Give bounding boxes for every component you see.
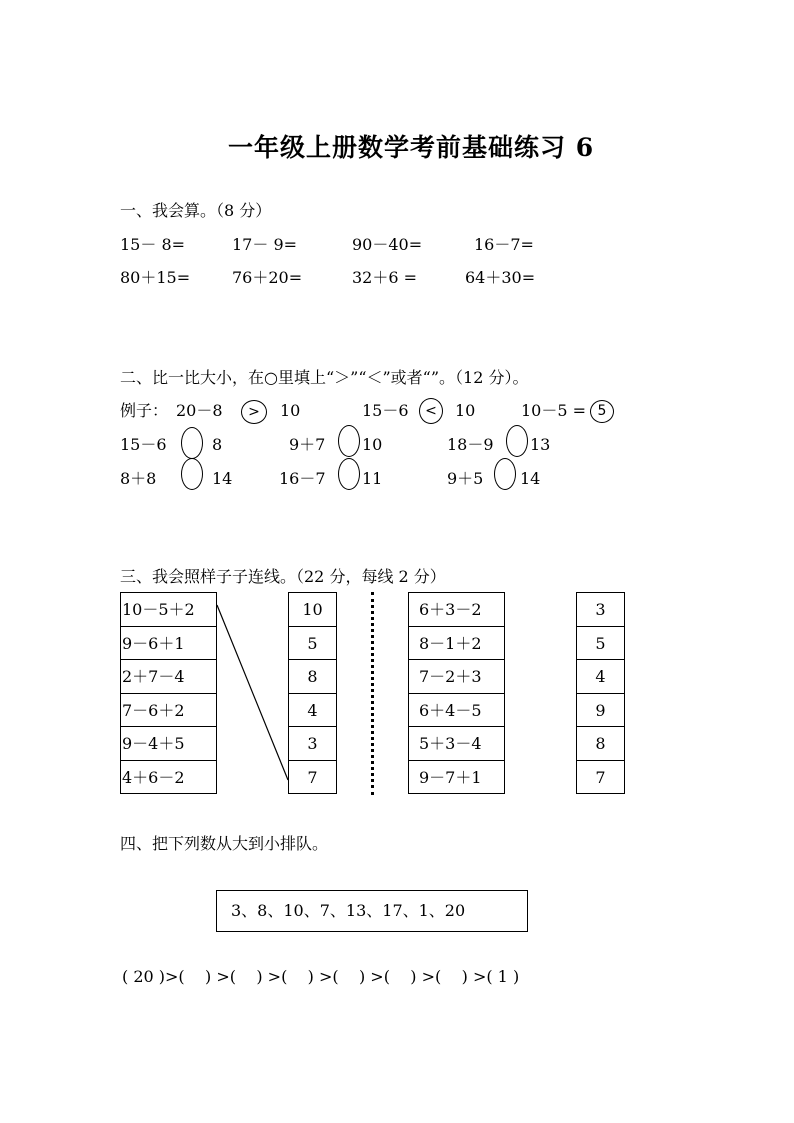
- expression-cell[interactable]: 6＋4－5: [409, 694, 504, 728]
- greater-than-sign: >: [248, 404, 260, 420]
- result-cell[interactable]: 3: [289, 727, 336, 761]
- result-cell[interactable]: 10: [289, 593, 336, 627]
- calc-item: 90－40=: [352, 235, 423, 254]
- example-right: 10: [455, 401, 476, 420]
- expression-cell[interactable]: 6＋3－2: [409, 593, 504, 627]
- expression-cell[interactable]: 8－1＋2: [409, 627, 504, 661]
- compare-right: 11: [362, 469, 383, 488]
- result-cell[interactable]: 8: [289, 660, 336, 694]
- example-left: 20－8: [176, 401, 223, 420]
- ordering-answer-line[interactable]: ( 20 )>( ) >( ) >( ) >( ) >( ) >( ) >( 1 ): [122, 967, 520, 986]
- compare-left: 18－9: [447, 435, 494, 454]
- number-list-box: 3、8、10、7、13、17、1、20: [216, 890, 528, 932]
- compare-right: 14: [212, 469, 233, 488]
- expression-cell[interactable]: 2＋7－4: [121, 660, 216, 694]
- calc-item: 64＋30=: [465, 268, 536, 287]
- expression-cell[interactable]: 9－7＋1: [409, 761, 504, 795]
- calc-item: 16－7=: [474, 235, 534, 254]
- expression-cell[interactable]: 4＋6－2: [121, 761, 216, 795]
- section2-heading: 二、比一比大小，在○里填上“＞”“＜”或者“”。（12 分）。: [120, 368, 529, 387]
- example-left: 10－5 =: [521, 401, 587, 420]
- compare-right: 10: [362, 435, 383, 454]
- result-cell[interactable]: 9: [577, 694, 624, 728]
- example-left: 15－6: [362, 401, 409, 420]
- example-right: 10: [280, 401, 301, 420]
- expression-cell[interactable]: 10－5＋2: [121, 593, 216, 627]
- calc-item: 15－ 8=: [120, 235, 186, 254]
- expression-cell[interactable]: 9－6＋1: [121, 627, 216, 661]
- calc-item: 80＋15=: [120, 268, 191, 287]
- result-cell[interactable]: 8: [577, 727, 624, 761]
- compare-left: 9＋7: [289, 435, 326, 454]
- example-answer: 5: [597, 403, 607, 419]
- result-cell[interactable]: 4: [577, 660, 624, 694]
- example-label: 例子：: [120, 401, 169, 420]
- calc-item: 17－ 9=: [232, 235, 298, 254]
- result-cell[interactable]: 5: [577, 627, 624, 661]
- compare-left: 9＋5: [447, 469, 484, 488]
- less-than-sign: <: [425, 403, 437, 419]
- section3-heading: 三、我会照样子子连线。（22 分，每线 2 分）: [120, 567, 446, 586]
- compare-right: 14: [520, 469, 541, 488]
- result-cell[interactable]: 5: [289, 627, 336, 661]
- expression-cell[interactable]: 9－4＋5: [121, 727, 216, 761]
- calc-item: 32＋6 =: [352, 268, 418, 287]
- expression-cell[interactable]: 7－6＋2: [121, 694, 216, 728]
- expression-cell[interactable]: 7－2＋3: [409, 660, 504, 694]
- compare-right: 8: [212, 435, 223, 454]
- compare-right: 13: [530, 435, 551, 454]
- compare-left: 8＋8: [120, 469, 157, 488]
- result-cell[interactable]: 7: [289, 761, 336, 795]
- expression-cell[interactable]: 5＋3－4: [409, 727, 504, 761]
- section4-heading: 四、把下列数从大到小排队。: [120, 834, 329, 853]
- result-cell[interactable]: 3: [577, 593, 624, 627]
- section1-heading: 一、我会算。（8 分）: [120, 201, 272, 220]
- compare-left: 16－7: [279, 469, 326, 488]
- result-cell[interactable]: 4: [289, 694, 336, 728]
- page-title: 一年级上册数学考前基础练习 6: [228, 133, 595, 162]
- compare-left: 15－6: [120, 435, 167, 454]
- calc-item: 76＋20=: [232, 268, 303, 287]
- result-cell[interactable]: 7: [577, 761, 624, 795]
